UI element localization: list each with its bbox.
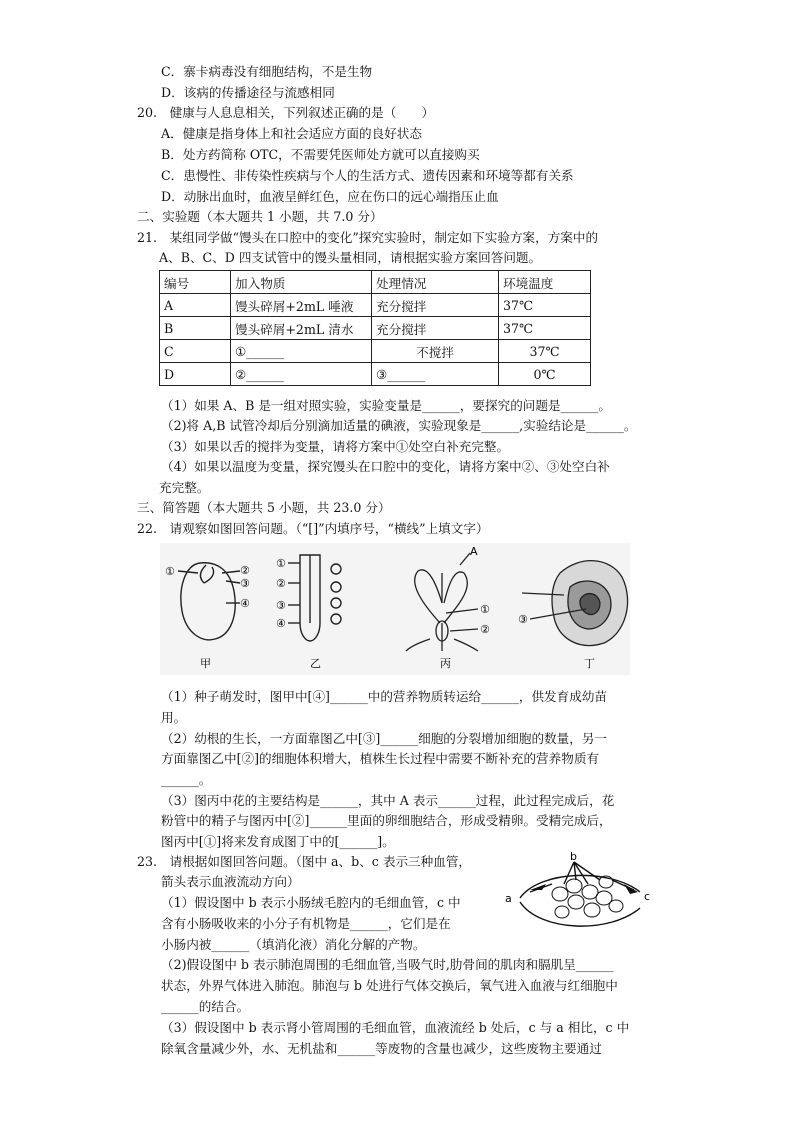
table-cell: 不搅拌	[372, 340, 499, 363]
figure-yi-caption: 乙	[310, 657, 321, 670]
table-row	[160, 317, 591, 340]
vessel-label-a: a	[505, 892, 512, 905]
table-row	[160, 363, 591, 386]
plant-figure-panel	[160, 543, 630, 675]
table-cell: C	[160, 340, 231, 363]
table-cell: D	[160, 363, 231, 386]
table-cell: ①______	[231, 340, 372, 363]
capillary-diagram	[500, 850, 660, 940]
question-23: 23. 请根据如图回答问题。（图中 a、b、c 表示三种血管，	[137, 854, 472, 869]
table-cell: ②______	[231, 363, 372, 386]
root-label-3: ③	[276, 599, 286, 612]
question-21-cont: A、B、C、D 四支试管中的馒头量相同，请根据实验方案回答问题。	[159, 250, 542, 265]
flower-label-1: ①	[480, 603, 490, 616]
question-22: 22. 请观察如图回答问题。（“[]”内填序号，“横线”上填文字）	[137, 521, 489, 536]
question-23-part-3-cont: 除氧含量减少外，水、无机盐和______等废物的含量也减少，这些废物主要通过	[161, 1041, 602, 1056]
option-19c: C．寨卡病毒没有细胞结构，不是生物	[161, 64, 373, 79]
question-22-part-3-cont: 粉管中的精子与图丙中[②]______里面的卵细胞结合，形成受精卵。受精完成后，	[161, 813, 612, 828]
question-23-cont: 箭头表示血液流动方向）	[161, 874, 300, 889]
table-header-row	[160, 271, 591, 294]
fruit-label-3: ③	[518, 613, 528, 626]
table-cell: A	[160, 294, 231, 317]
table-row	[160, 294, 591, 317]
question-21-part-4: （4）如果以温度为变量，探究馒头在口腔中的变化，请将方案中②、③处空白补	[161, 459, 610, 474]
root-label-4: ④	[276, 617, 286, 630]
question-21-part-1: （1）如果 A、B 是一组对照实验，实验变量是______，要探究的问题是______。	[161, 398, 611, 413]
option-20c: C．患慢性、非传染性疾病与个人的生活方式、遗传因素和环境等都有关系	[161, 168, 574, 183]
question-23-part-2-end: ______的结合。	[161, 999, 250, 1014]
option-19d: D．该病的传播途径与流感相同	[161, 85, 335, 100]
question-23-part-1-cont: 含有小肠吸收来的小分子有机物是______，它们是在	[161, 916, 451, 931]
figure-jia-caption: 甲	[200, 657, 211, 670]
section-heading-experiment: 二、实验题（本大题共 1 小题，共 7.0 分）	[137, 209, 383, 224]
question-23-part-1: （1）假设图中 b 表示小肠绒毛腔内的毛细血管，c 中	[161, 895, 461, 910]
question-22-part-3-end: 图丙中[①]将来发育成图丁中的[______]。	[161, 834, 395, 849]
table-header-cell: 加入物质	[231, 271, 372, 294]
question-23-part-3: （3）假设图中 b 表示肾小管周围的毛细血管，血液流经 b 处后，c 与 a 相比，c 中	[161, 1020, 630, 1035]
question-23-part-1-end: 小肠内被______（填消化液）消化分解的产物。	[161, 937, 426, 952]
root-label-2: ②	[276, 577, 286, 590]
question-21: 21. 某组同学做“馒头在口腔中的变化”探究实验时，制定如下实验方案，方案中的	[137, 230, 599, 245]
table-row	[160, 340, 591, 363]
root-label-1: ①	[276, 557, 286, 570]
table-header-cell: 环境温度	[499, 271, 591, 294]
table-cell: 充分搅拌	[372, 317, 499, 340]
table-cell: 0℃	[499, 363, 591, 386]
flower-label-2: ②	[480, 623, 490, 636]
question-23-part-2-cont: 状态，外界气体进入肺泡。肺泡与 b 处进行气体交换后，氧气进入血液与红细胞中	[161, 978, 618, 993]
option-20d: D．动脉出血时，血液呈鲜红色，应在伤口的远心端指压止血	[161, 189, 499, 204]
question-22-part-2-cont: 方面靠图乙中[②]的细胞体积增大，植株生长过程中需要不断补充的营养物质有	[161, 751, 600, 766]
table-header-cell: 处理情况	[372, 271, 499, 294]
seed-label-3: ③	[240, 577, 250, 590]
table-cell: ③______	[372, 363, 499, 386]
seed-label-1: ①	[165, 565, 175, 578]
flower-label-A: A	[470, 545, 478, 558]
section-heading-short-answer: 三、简答题（本大题共 5 小题，共 23.0 分）	[137, 500, 391, 515]
question-22-part-3: （3）图丙中花的主要结构是______，其中 A 表示______过程，此过程完成后，花	[161, 793, 615, 808]
experiment-table	[159, 270, 591, 386]
option-20b: B．处方药简称 OTC，不需要凭医师处方就可以直接购买	[161, 147, 480, 162]
table-cell: B	[160, 317, 231, 340]
question-22-part-2: （2）幼根的生长，一方面靠图乙中[③]______细胞的分裂增加细胞的数量，另一	[161, 731, 608, 746]
table-cell: 充分搅拌	[372, 294, 499, 317]
table-cell: 37℃	[499, 317, 591, 340]
figure-bing-caption: 丙	[440, 657, 451, 670]
table-cell: 37℃	[499, 340, 591, 363]
question-22-part-1: （1）种子萌发时，图甲中[④]______中的营养物质转运给______，供发育成幼苗	[161, 689, 608, 704]
vessel-label-c: c	[644, 890, 651, 903]
seed-label-4: ④	[240, 597, 250, 610]
table-header-cell: 编号	[160, 271, 231, 294]
question-20: 20. 健康与人息息相关，下列叙述正确的是（ ）	[137, 105, 435, 120]
question-22-part-1-cont: 用。	[161, 710, 187, 725]
option-20a: A．健康是指身体上和社会适应方面的良好状态	[161, 126, 422, 141]
question-21-part-4-cont: 充完整。	[159, 480, 210, 495]
question-21-part-2: （2)将 A,B 试管冷却后分别滴加适量的碘液，实验现象是______,实验结论是______。	[161, 418, 637, 433]
table-cell: 37℃	[499, 294, 591, 317]
table-cell: 馒头碎屑+2mL 唾液	[231, 294, 372, 317]
table-cell: 馒头碎屑+2mL 清水	[231, 317, 372, 340]
question-21-part-3: （3）如果以舌的搅拌为变量，请将方案中①处空白补充完整。	[161, 439, 510, 454]
vessel-label-b: b	[570, 850, 577, 863]
seed-label-2: ②	[240, 564, 250, 577]
figure-ding-caption: 丁	[584, 657, 595, 670]
question-23-part-2: （2)假设图中 b 表示肺泡周围的毛细血管,当吸气时,肋骨间的肌肉和膈肌呈______	[161, 957, 614, 972]
question-22-part-2-blank: ______。	[161, 772, 212, 787]
